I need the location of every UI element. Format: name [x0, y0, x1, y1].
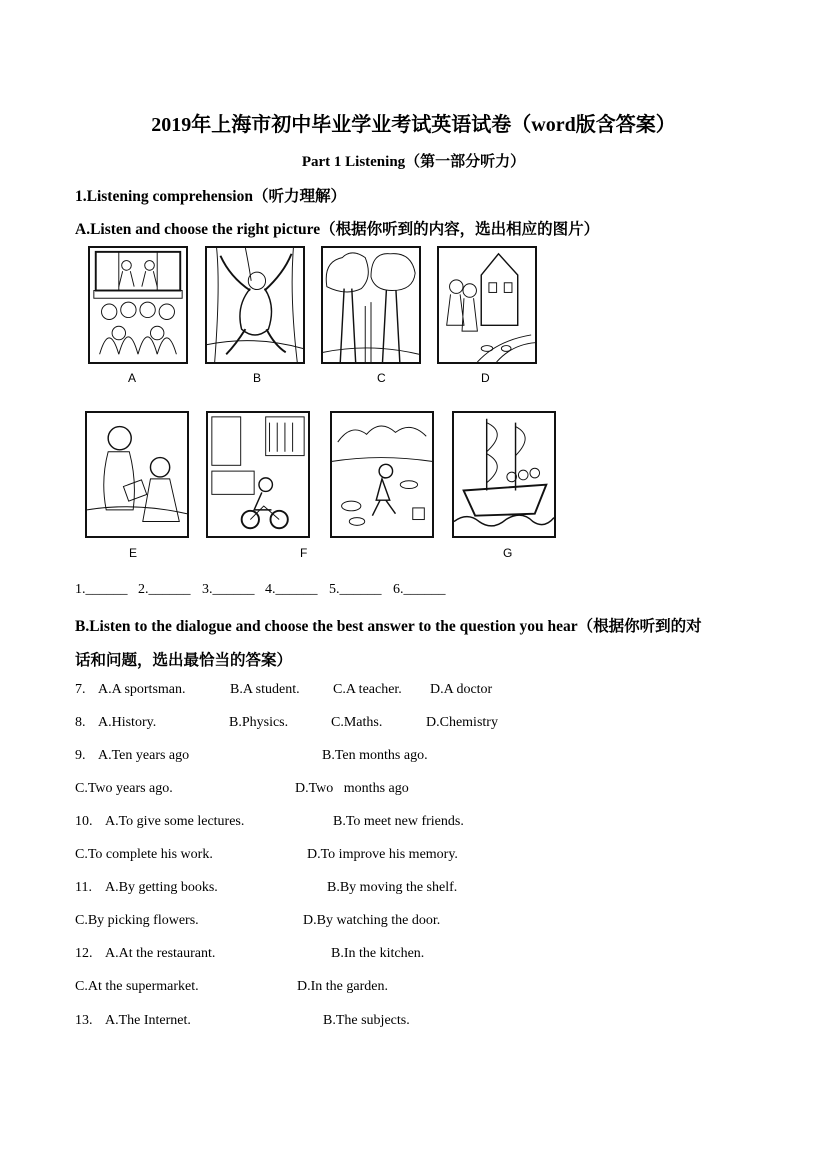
option-a[interactable]: A.By getting books. — [105, 880, 218, 895]
picture-label-b: B — [253, 371, 262, 385]
question-number: 12. — [75, 946, 93, 961]
picture-label-g: G — [503, 546, 513, 560]
option-b[interactable]: B.To meet new friends. — [333, 814, 464, 829]
option-a[interactable]: A.History. — [98, 715, 157, 730]
option-b[interactable]: B.Ten months ago. — [322, 748, 428, 763]
question-number: 9. — [75, 748, 86, 763]
question-number: 13. — [75, 1013, 93, 1028]
option-b[interactable]: B.Physics. — [229, 715, 289, 730]
answer-blank-4[interactable]: 4.______ — [265, 582, 318, 597]
option-d[interactable]: D.By watching the door. — [303, 913, 441, 928]
section-a-heading: A.Listen and choose the right picture（根据你听到的内容，选出相应的图片） — [75, 221, 600, 238]
option-c[interactable]: C.By picking flowers. — [75, 913, 199, 928]
option-a[interactable]: A.To give some lectures. — [105, 814, 245, 829]
answer-blank-2[interactable]: 2.______ — [138, 582, 191, 597]
section-1-heading: 1.Listening comprehension（听力理解） — [75, 188, 346, 205]
forest-picture — [321, 246, 421, 364]
question-number: 10. — [75, 814, 93, 829]
mother-daughter-gift-picture — [85, 411, 189, 538]
option-c[interactable]: C.A teacher. — [333, 682, 402, 697]
orangutan-picture — [205, 246, 305, 364]
option-d[interactable]: D.To improve his memory. — [307, 847, 458, 862]
option-c[interactable]: C.To complete his work. — [75, 847, 213, 862]
option-d[interactable]: D.In the garden. — [297, 979, 388, 994]
boy-bicycle-picture — [206, 411, 310, 538]
option-b[interactable]: B.The subjects. — [323, 1013, 410, 1028]
girls-path-house-picture — [437, 246, 537, 364]
sailing-ship-picture — [452, 411, 556, 538]
option-b[interactable]: B.By moving the shelf. — [327, 880, 458, 895]
picture-label-e: E — [129, 546, 138, 560]
question-number: 8. — [75, 715, 86, 730]
section-b-heading: B.Listen to the dialogue and choose the best answer to the question you hear（根据你听到的对 — [75, 618, 702, 635]
picture-label-d: D — [481, 371, 490, 385]
option-c[interactable]: C.Two years ago. — [75, 781, 173, 796]
option-d[interactable]: D.Two months ago — [295, 781, 409, 796]
option-a[interactable]: A.Ten years ago — [98, 748, 190, 763]
question-number: 7. — [75, 682, 86, 697]
picture-label-a: A — [128, 371, 137, 385]
picture-label-c: C — [377, 371, 386, 385]
picture-label-f: F — [300, 546, 308, 560]
answer-blank-6[interactable]: 6.______ — [393, 582, 446, 597]
puppet-show-picture — [88, 246, 188, 364]
section-b-heading-cont: 话和问题，选出最恰当的答案） — [75, 652, 293, 669]
option-a[interactable]: A.The Internet. — [105, 1013, 191, 1028]
answer-blank-1[interactable]: 1.______ — [75, 582, 128, 597]
page-title: 2019年上海市初中毕业学业考试英语试卷（word版含答案） — [151, 114, 676, 136]
option-d[interactable]: D.A doctor — [430, 682, 493, 697]
option-b[interactable]: B.In the kitchen. — [331, 946, 425, 961]
part-heading: Part 1 Listening（第一部分听力） — [301, 154, 526, 170]
answer-blank-5[interactable]: 5.______ — [329, 582, 382, 597]
question-number: 11. — [75, 880, 92, 895]
answer-blank-3[interactable]: 3.______ — [202, 582, 255, 597]
option-c[interactable]: C.Maths. — [331, 715, 383, 730]
option-c[interactable]: C.At the supermarket. — [75, 979, 199, 994]
option-a[interactable]: A.A sportsman. — [98, 682, 186, 697]
option-b[interactable]: B.A student. — [230, 682, 300, 697]
beach-boy-picture — [330, 411, 434, 538]
option-d[interactable]: D.Chemistry — [426, 715, 498, 730]
option-a[interactable]: A.At the restaurant. — [105, 946, 216, 961]
